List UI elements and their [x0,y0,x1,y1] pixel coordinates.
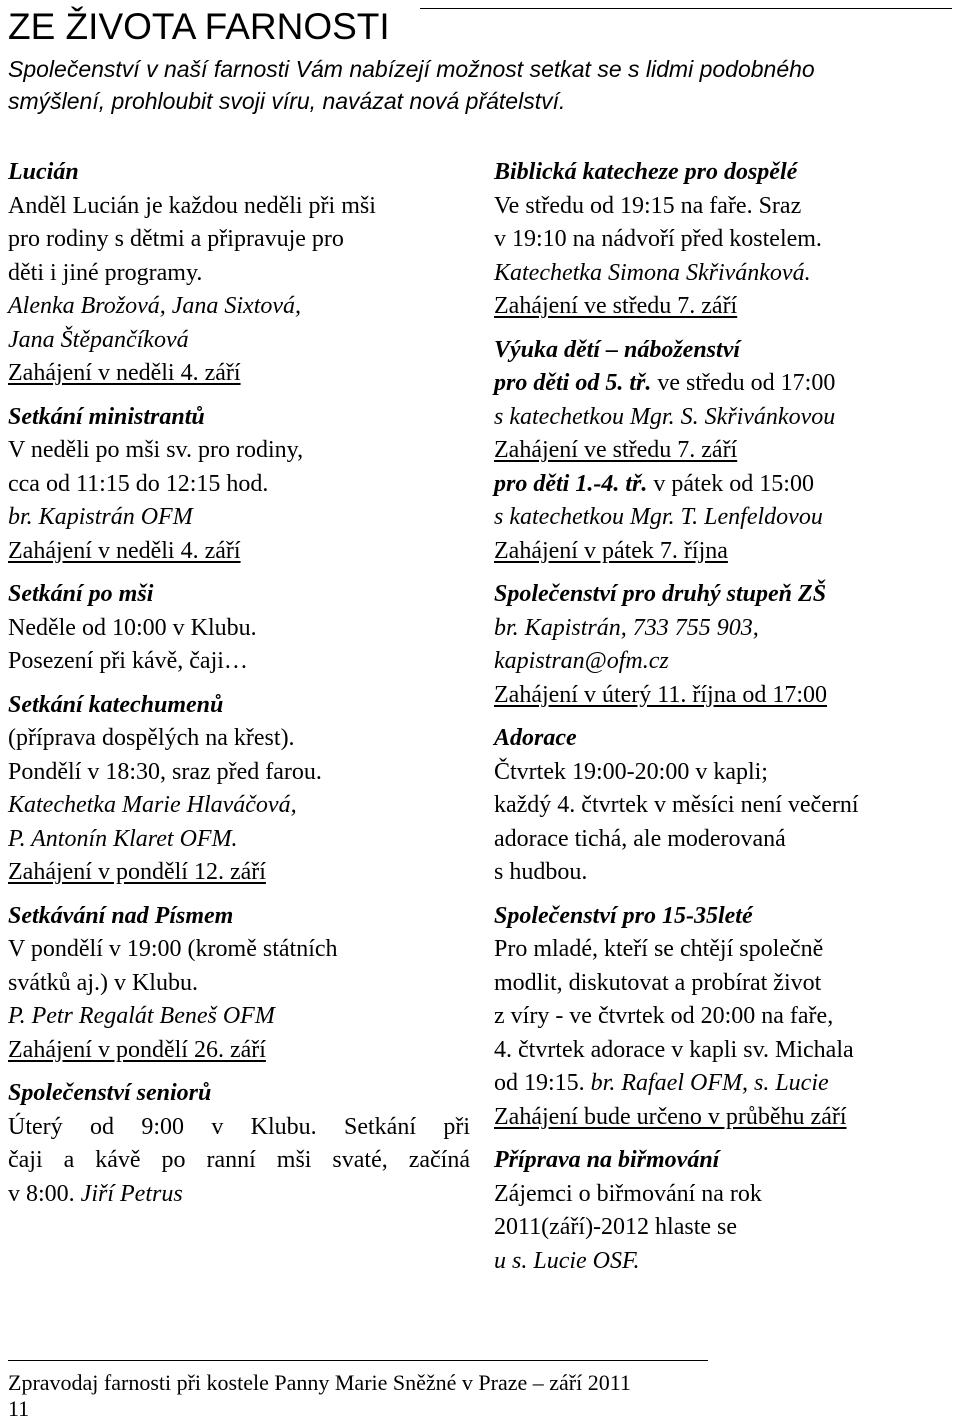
leaders: Alenka Brožová, Jana Sixtová, [8,293,302,319]
text-line: Neděle od 10:00 v Klubu. [8,614,257,641]
text-line: z víry - ve čtvrtek od 20:00 na faře, [494,1003,834,1029]
leaders: u s. Lucie OSF. [494,1247,640,1274]
leaders: s katechetkou Mgr. T. Lenfeldovou [494,504,823,530]
intro-line: smýšlení, prohloubit svoji víru, navázat nová přátelství. [8,88,566,114]
text-fragment: v pátek od 15:00 [647,470,814,497]
text-line: čaji a kávě po ranní mši svaté, začíná [8,1147,470,1173]
leaders: P. Antonín Klaret OFM. [8,825,238,852]
section-heading: Lucián [8,159,79,185]
footer-rule [8,1360,708,1361]
group-label: pro děti 1.-4. tř. [494,470,648,497]
right-column [494,156,950,1278]
text-line: modlit, diskutovat a probírat život [494,969,822,996]
text-line: (příprava dospělých na křest). [8,725,295,751]
text-line: V pondělí v 19:00 (kromě státních [8,936,338,962]
leaders: Katechetka Simona Skřivánková. [494,259,811,286]
contact: br. Kapistrán, 733 755 903, [494,614,759,641]
start-date: Zahájení ve středu 7. září [494,293,738,319]
text-line: pro rodiny s dětmi a připravuje pro [8,226,344,252]
text-line: Pondělí v 18:30, sraz před farou. [8,758,322,785]
start-date: Zahájení v neděli 4. září [8,537,241,564]
section-heading: Společenství seniorů [8,1080,212,1106]
section-zs [494,578,950,712]
text-line: Pro mladé, kteří se chtějí společně [494,936,824,962]
section-heading: Setkávání nad Písmem [8,902,234,929]
text-line [494,468,950,502]
text-line [494,1067,950,1101]
title-rule [420,8,952,9]
section-heading: Adorace [494,725,577,751]
section-mladi [494,900,950,1135]
text-line: Anděl Lucián je každou neděli při mši [8,192,376,219]
leaders: s katechetkou Mgr. S. Skřivánkovou [494,403,836,430]
left-column [8,156,470,1211]
email: kapistran@ofm.cz [494,648,669,674]
intro [8,53,958,117]
text-line: děti i jiné programy. [8,259,203,286]
section-pismo [8,900,470,1068]
text-fragment: ve středu od 17:00 [651,370,836,396]
section-seniori [8,1077,470,1211]
section-heading: Biblická katecheze pro dospělé [494,159,798,185]
section-heading: Společenství pro druhý stupeň ZŠ [494,581,827,607]
leaders: br. Kapistrán OFM [8,504,193,530]
leaders: Jana Štěpančíková [8,326,189,353]
text-line: svátků aj.) v Klubu. [8,969,198,996]
section-heading: Setkání katechumenů [8,691,224,718]
text-line: Posezení při kávě, čaji… [8,648,248,674]
text-line [8,1178,470,1212]
page-title: ZE ŽIVOTA FARNOSTI [8,6,390,47]
text-line: s hudbou. [494,859,588,885]
leaders: br. Rafael OFM, s. Lucie [590,1070,829,1096]
text-line: Zájemci o biřmování na rok [494,1180,762,1207]
text-fragment: od 19:15. [494,1070,591,1096]
start-date: Zahájení bude určeno v průběhu září [494,1103,847,1130]
text-line: 2011(září)-2012 hlaste se [494,1214,738,1240]
text-line: cca od 11:15 do 12:15 hod. [8,470,269,497]
text-line: Čtvrtek 19:00-20:00 v kapli; [494,758,768,785]
section-katecheze [494,156,950,324]
start-date: Zahájení v pondělí 12. září [8,859,266,885]
leaders: Jiří Petrus [80,1180,183,1207]
section-heading: Setkání po mši [8,581,154,607]
start-date: Zahájení v pátek 7. října [494,537,728,564]
text-line: každý 4. čtvrtek v měsíci není večerní [494,792,859,818]
section-heading: Výuka dětí – náboženství [494,336,741,363]
footer-text: Zpravodaj farnosti při kostele Panny Marie Sněžné v Praze – září 2011 [8,1370,631,1395]
start-date: Zahájení v úterý 11. října od 17:00 [494,681,828,708]
section-vyuka [494,334,950,569]
text-line: v 19:10 na nádvoří před kostelem. [494,226,822,252]
leaders: P. Petr Regalát Beneš OFM [8,1003,275,1029]
section-lucian [8,156,470,391]
text-line: 4. čtvrtek adorace v kapli sv. Michala [494,1036,854,1063]
start-date: Zahájení ve středu 7. září [494,437,738,463]
text-line: V neděli po mši sv. pro rodiny, [8,437,304,463]
text-line: adorace tichá, ale moderovaná [494,825,786,852]
section-ministranti [8,401,470,569]
start-date: Zahájení v neděli 4. září [8,360,241,386]
text-fragment: v 8:00. [8,1180,81,1207]
section-katechumeni [8,689,470,890]
leaders: Katechetka Marie Hlaváčová, [8,792,297,818]
text-line: Úterý od 9:00 v Klubu. Setkání při [8,1113,470,1140]
section-heading: Společenství pro 15-35leté [494,902,753,929]
section-heading: Setkání ministrantů [8,403,205,430]
section-po-msi [8,578,470,679]
group-label: pro děti od 5. tř. [494,370,652,396]
section-heading: Příprava na biřmování [494,1147,720,1173]
text-line: Ve středu od 19:15 na faře. Sraz [494,192,802,219]
start-date: Zahájení v pondělí 26. září [8,1036,266,1063]
section-birmovani [494,1144,950,1278]
page-number: 11 [8,1396,30,1421]
intro-line: Společenství v naší farnosti Vám nabízejí možnost setkat se s lidmi podobného [8,56,815,82]
section-adorace [494,722,950,890]
text-line [494,367,950,401]
